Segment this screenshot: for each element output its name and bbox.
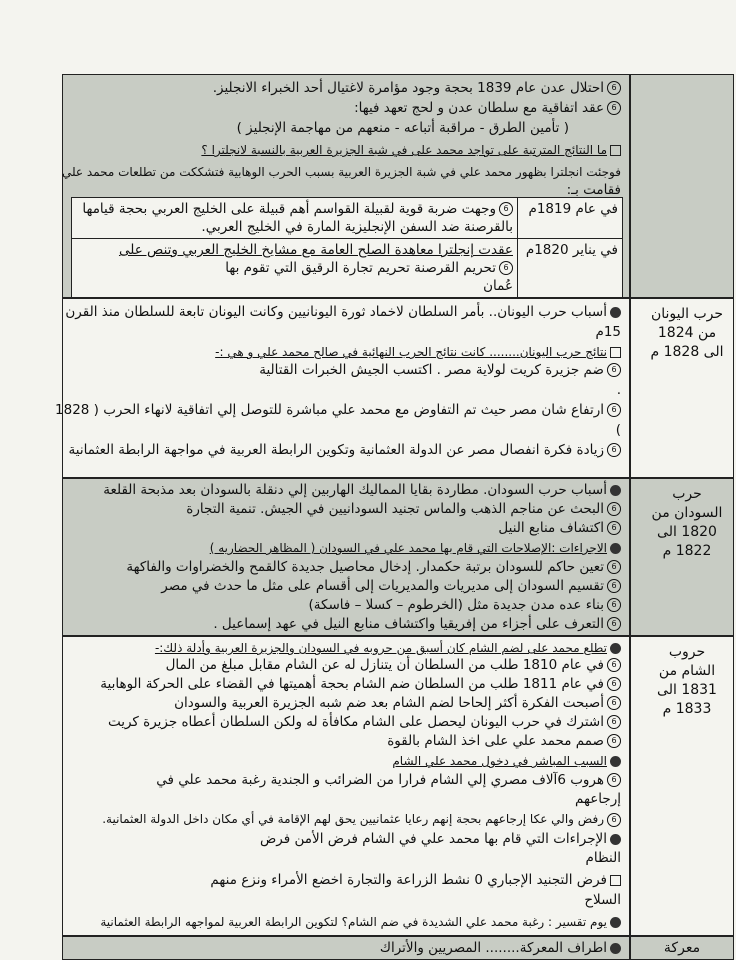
- number-6-icon: 6: [607, 598, 621, 612]
- greece-result-status-cont: ): [615, 422, 621, 438]
- globe-icon: [610, 543, 621, 554]
- levant-flight-cont: إرجاعهم: [575, 791, 621, 807]
- number-6-icon: 6: [607, 579, 621, 593]
- answer-england-cont: فقامت بـ:: [566, 182, 621, 198]
- sudan-reform-4: التعرف على أجزاء من إفريقيا واكتشاف منابع النيل في عهد إسماعيل .: [213, 616, 604, 632]
- table-row: [72, 198, 623, 239]
- greece-result-status: ارتفاع شان مصر حيث تم التفاوض مع محمد علي مباشرة للتوصل إلي اتفاقية لانهاء الحرب ( 1828: [55, 402, 604, 418]
- note-icon: [610, 347, 621, 358]
- globe-icon: [610, 917, 621, 928]
- measure-text-cont: بالقرصنة ضد السفن الإنجليزية المارة في الخليج العربي.: [201, 219, 513, 235]
- number-6-icon: 6: [607, 715, 621, 729]
- side-cell-greece: حرب اليونان من 1824 الى 1828 م: [630, 298, 734, 478]
- side-cell-battle: معركة: [630, 936, 734, 960]
- globe-icon: [610, 756, 621, 767]
- globe-icon: [610, 643, 621, 654]
- levant-ambition: تطلع محمد على لضم الشام كان أسبق من حروبه في السودان والجزيرة العربية وأدلة ذلك:-: [154, 641, 607, 655]
- side-cell-blank: [630, 74, 734, 298]
- levant-interpret: يوم تقسير : رغبة محمد علي الشديدة في ضم الشام؟ لتكوين الرابطة العربية لمواجهه الرابطة العثمانية: [100, 915, 607, 929]
- number-6-icon: 6: [607, 81, 621, 95]
- measure-text-end: عُمان: [483, 278, 513, 294]
- levant-measures-cont: النظام: [585, 850, 621, 866]
- table-row: [72, 239, 623, 298]
- levant-acre: رفض والي عكا إرجاعهم بحجة إنهم رعايا عثمانيين يحق لهم الإقامة في أي مكان داخل الدولة العثمانية.: [102, 812, 604, 826]
- date-cell: في عام 1819م: [518, 198, 623, 239]
- number-6-icon: 6: [499, 261, 513, 275]
- levant-direct-cause: السبب المباشر في دخول محمد علي الشام: [392, 754, 607, 768]
- section-greece-war: [55, 298, 630, 478]
- note-icon: [610, 875, 621, 886]
- measures-table: [71, 197, 623, 298]
- measure-text-cont: تحريم القرصنة تحريم تجارة الرقيق التي تقوم بها: [225, 260, 496, 276]
- levant-greece: اشترك في حرب اليونان ليحصل على الشام مكافأة له ولكن السلطان أعطاه جزيرة كريت: [107, 714, 604, 730]
- section-sudan-war: [62, 478, 630, 636]
- number-6-icon: 6: [607, 403, 621, 417]
- side-cell-levant: حروب الشام من 1831 الى 1833 م: [630, 636, 734, 936]
- levant-idea: أصبحت الفكرة أكثر إلحاحا لضم الشام بعد ضم شبه الجزيرة العربية والسودان: [174, 695, 604, 711]
- greece-results-title: نتائج حرب اليونان........ كانت نتائج الحرب النهائية في صالح محمد علي و هي :-: [215, 345, 607, 359]
- note-icon: [610, 145, 621, 156]
- globe-icon: [610, 834, 621, 845]
- number-6-icon: 6: [607, 813, 621, 827]
- greece-result-idea: زيادة فكرة انفصال مصر عن الدولة العثمانية وتكوين الرابطة العربية في مواجهة الرابطة العثمانية: [68, 442, 604, 458]
- number-6-icon: 6: [499, 202, 513, 216]
- sudan-causes: أسباب حرب السودان. مطاردة بقايا المماليك الهاربين إلي دنقلة بالسودان بعد مذبحة القلعة: [103, 482, 607, 498]
- date-cell: في يناير 1820م: [518, 239, 623, 298]
- section-levant-war: [62, 636, 630, 936]
- greece-result-dot: .: [616, 382, 621, 398]
- number-6-icon: 6: [607, 101, 621, 115]
- number-6-icon: 6: [607, 443, 621, 457]
- globe-icon: [610, 485, 621, 496]
- side-cell-sudan: حرب السودان من 1820 الى 1822 م: [630, 478, 734, 636]
- number-6-icon: 6: [607, 502, 621, 516]
- number-6-icon: 6: [607, 521, 621, 535]
- section-england-gulf: [62, 74, 630, 298]
- sudan-reform-1: تعين حاكم للسودان برتبة حكمدار. إدخال محاصيل جديدة كالقمح والخضراوات والفاكهة: [126, 559, 604, 575]
- battle-parties: اطراف المعركة........ المصريين والأتراك: [379, 940, 607, 956]
- measure-text: عقدت إنجلترا معاهدة الصلح العامة مع مشايخ الخليج العربي وتنص على: [118, 242, 513, 258]
- levant-force: صمم محمد علي على اخذ الشام بالقوة: [387, 733, 604, 749]
- greece-causes: أسباب حرب اليونان.. بأمر السلطان لاخماد ثورة اليونانيين وكانت اليونان تابعة للسلطان منذ القرن: [65, 304, 607, 320]
- measure-text: وجهت ضربة قوية لقبيلة القواسم أهم قبيلة على الخليج العربي بحجة قيامها: [82, 201, 496, 217]
- globe-icon: [610, 307, 621, 318]
- number-6-icon: 6: [607, 617, 621, 631]
- levant-flight: هروب 6آلاف مصري إلي الشام فرارا من الضرائب و الجندية رغبة محمد علي في: [156, 772, 604, 788]
- item-treaty-terms: ( تأمين الطرق - مراقبة أتباعه - منعهم من مهاجمة الإنجليز ): [236, 120, 569, 136]
- levant-measures-2: فرض التجنيد الإجباري 0 نشط الزراعة والتجارة اخضع الأمراء ونزع منهم: [210, 872, 607, 888]
- sudan-causes-3: اكتشاف منابع النيل: [498, 520, 604, 536]
- number-6-icon: 6: [607, 677, 621, 691]
- sudan-reforms-title: الاجراءات :الإصلاحات التي قام بها محمد علي في السودان ( المظاهر الحضاريه ): [209, 541, 607, 555]
- greece-result-crete: ضم جزيرة كريت لولاية مصر . اكتسب الجيش الخبرات القتالية: [259, 362, 604, 378]
- question-results: ما النتائج المترتبة على تواجد محمد على في شبة الجزيرة العربية بالنسبة لانجلترا ؟: [201, 143, 607, 157]
- number-6-icon: 6: [607, 658, 621, 672]
- number-6-icon: 6: [607, 734, 621, 748]
- section-battle: [62, 936, 630, 960]
- levant-measures-2-cont: السلاح: [584, 892, 621, 908]
- number-6-icon: 6: [607, 560, 621, 574]
- globe-icon: [610, 943, 621, 954]
- item-aden-treaty: عقد اتفاقية مع سلطان عدن و لحج تعهد فيها:: [354, 100, 604, 116]
- number-6-icon: 6: [607, 773, 621, 787]
- number-6-icon: 6: [607, 696, 621, 710]
- levant-1810: في عام 1810 طلب من السلطان أن يتنازل له عن الشام مقابل مبلغ من المال: [165, 657, 604, 673]
- sudan-reform-3: بناء عده مدن جديدة مثل (الخرطوم – كسلا – فاسكة): [308, 597, 604, 613]
- greece-causes-cont: 15م: [595, 324, 621, 340]
- levant-measures: الإجراءات التي قام بها محمد علي في الشام فرض الأمن فرض: [259, 831, 607, 847]
- number-6-icon: 6: [607, 363, 621, 377]
- sudan-causes-2: البحث عن مناجم الذهب والماس تجنيد السودانيين في الجيش. تنمية التجارة: [186, 501, 604, 517]
- answer-england: فوجئت انجلترا بظهور محمد علي في شبة الجزيرة العربية بسبب الحرب الوهابية فتشككت من تطلعات محمد علي: [61, 165, 621, 179]
- sudan-reform-2: تقسيم السودان إلى مديريات والمديريات إلى أقسام على مثل ما حدث في مصر: [161, 578, 604, 594]
- item-aden-occupation: احتلال عدن عام 1839 بحجة وجود مؤامرة لاغتيال أحد الخبراء الانجليز.: [212, 80, 604, 96]
- levant-1811: في عام 1811 طلب من السلطان ضم الشام بحجة أهميتها في القضاء على الحركة الوهابية: [100, 676, 604, 692]
